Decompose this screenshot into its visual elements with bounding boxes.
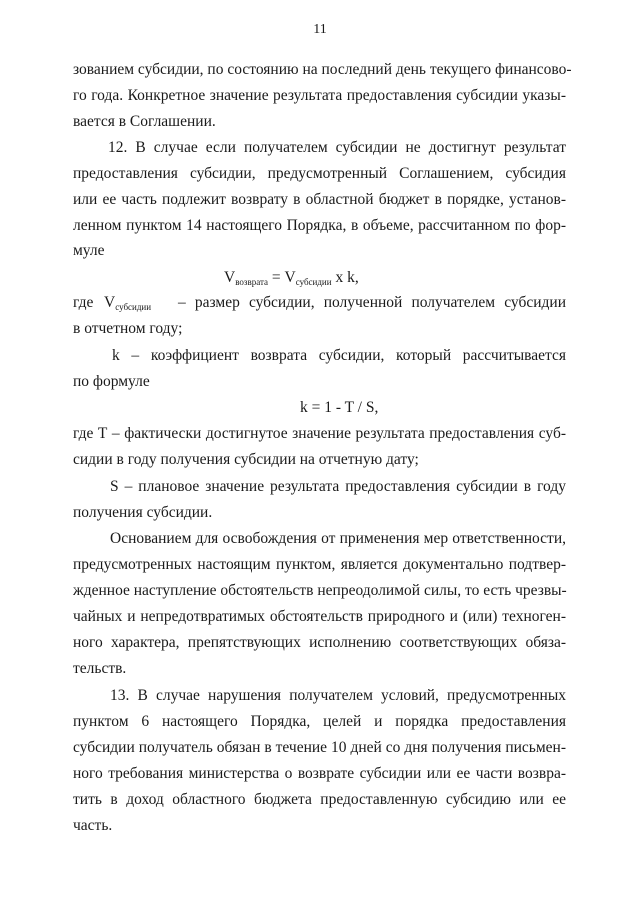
text-line: чайных и непредотвратимых обстоятельств природного и (или) техноген-: [73, 608, 566, 625]
paragraph-12-start: 12. В случае если получателем субсидии не достигнут результат: [108, 139, 566, 156]
text-line: k – коэффициент возврата субсидии, который рассчитывается: [112, 347, 566, 364]
text-line: жденное наступление обстоятельств непреодолимой силы, то есть чрезвы-: [73, 582, 567, 599]
text-line: где Т – фактически достигнутое значение результата предоставления суб-: [73, 425, 566, 442]
page-number: 11: [313, 22, 327, 37]
text-line: где: [73, 294, 94, 311]
text-line: тельств.: [73, 660, 127, 677]
text-line: ного требования министерства о возврате субсидии или ее части возвра-: [73, 765, 566, 782]
text-line: или ее часть подлежит возврату в областной бюджет в порядке, установ-: [73, 191, 566, 208]
text-line: в отчетном году;: [73, 320, 183, 337]
text-line: по формуле: [73, 373, 150, 390]
text-line: ного характера, препятствующих исполнению соответствующих обяза-: [73, 634, 566, 651]
text-line: субсидии получатель обязан в течение 10 дней со дня получения письмен-: [73, 739, 566, 756]
paragraph-exemption-start: Основанием для освобождения от применения мер ответственности,: [110, 530, 566, 547]
text-line: S – плановое значение результата предоставления субсидии в году: [110, 478, 566, 495]
formula-k: k = 1 - T / S,: [300, 399, 379, 416]
symbol-v-subsidy: $V_{субсидии}$: [104, 294, 152, 312]
text-line: получения субсидии.: [73, 504, 213, 521]
formula-return: $V_{возврата} = V_{субсидии}$ x k,: [224, 269, 359, 287]
text-line: предусмотренных настоящим пунктом, является документально подтвер-: [73, 556, 566, 573]
text-line: пунктом 6 настоящего Порядка, целей и порядка предоставления: [73, 713, 566, 730]
text-line: тить в доход областного бюджета предоставленную субсидию или ее: [73, 791, 566, 808]
text-line: сидии в году получения субсидии на отчетную дату;: [73, 451, 419, 468]
text-line: зованием субсидии, по состоянию на последний день текущего финансово-: [73, 61, 572, 78]
text-line: вается в Соглашении.: [73, 113, 216, 130]
text-line: – размер субсидии, полученной получателем субсидии: [178, 294, 566, 311]
text-line: предоставления субсидии, предусмотренный Соглашением, субсидия: [73, 165, 566, 182]
text-line: муле: [73, 242, 105, 259]
paragraph-13-start: 13. В случае нарушения получателем условий, предусмотренных: [110, 687, 566, 704]
text-line: го года. Конкретное значение результата предоставления субсидии указы-: [73, 87, 566, 104]
text-line: ленном пунктом 14 настоящего Порядка, в объеме, рассчитанном по фор-: [73, 217, 566, 234]
text-line: часть.: [73, 817, 113, 834]
